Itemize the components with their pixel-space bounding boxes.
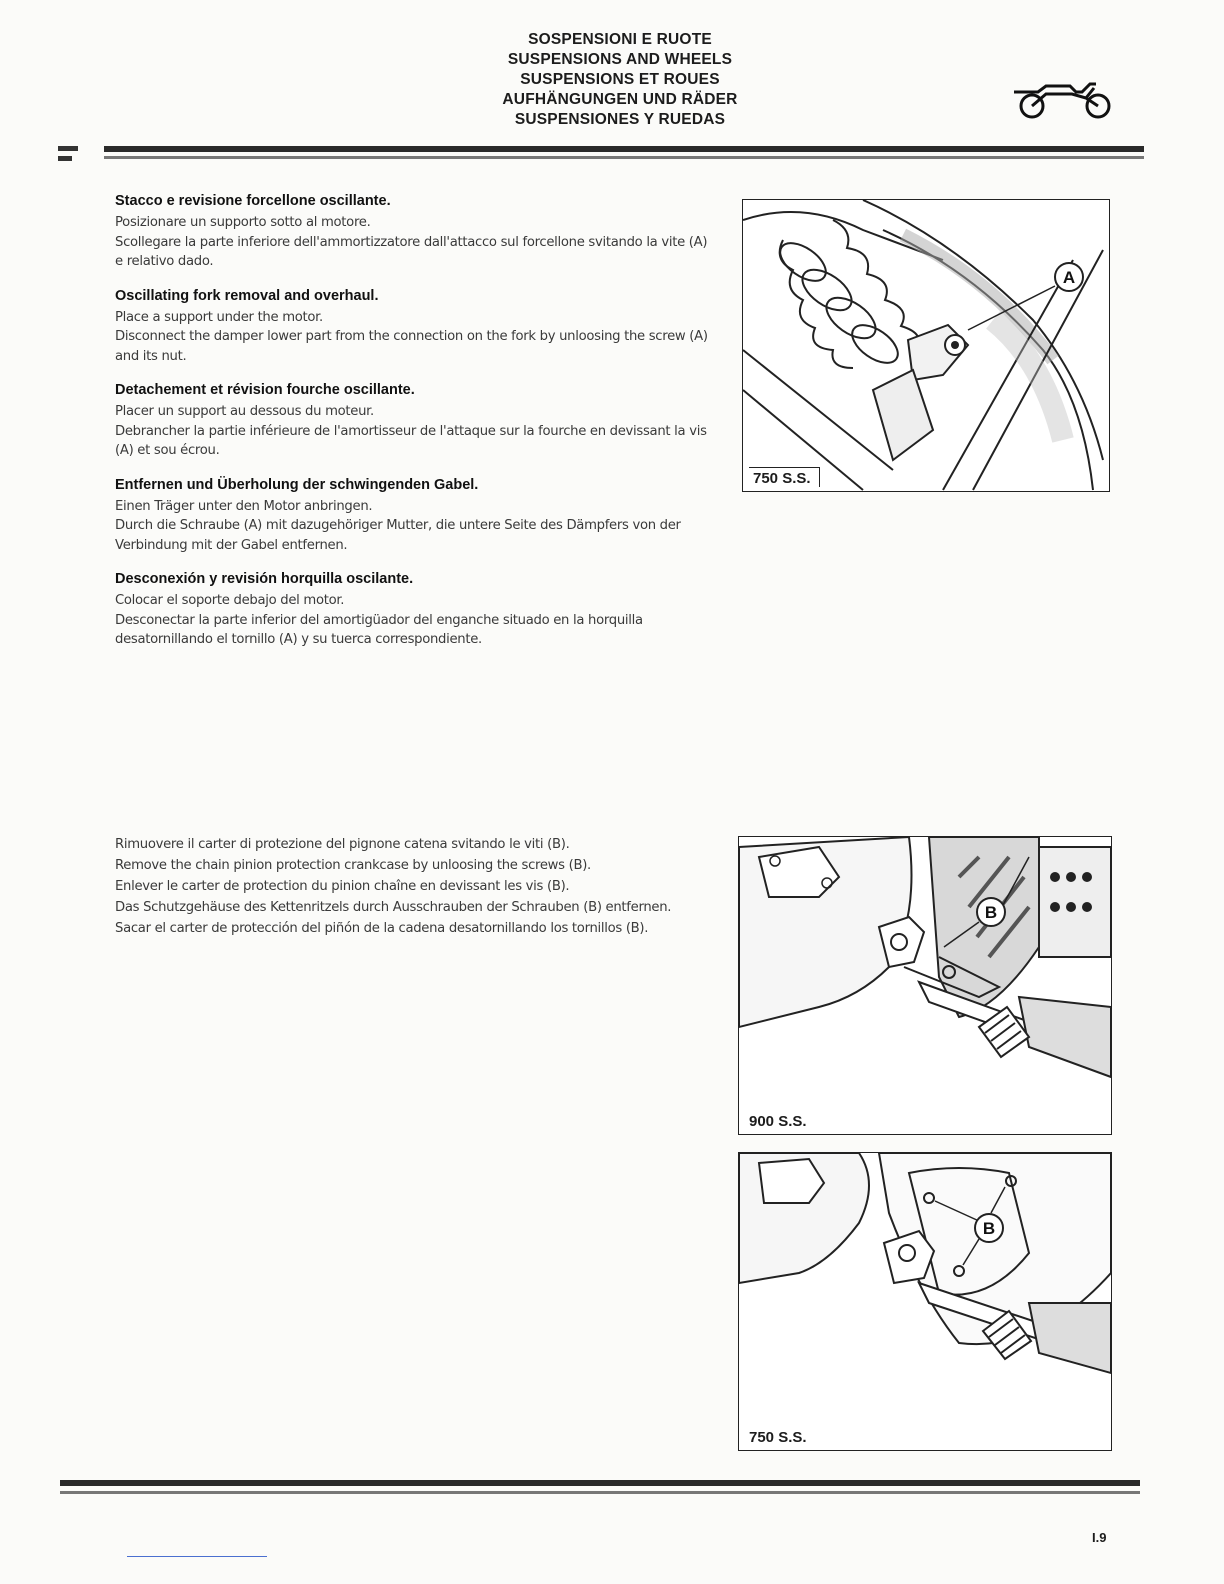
callout-label: A [1062,268,1076,287]
section-header [420,30,820,130]
instruction-block-it [115,192,715,272]
header-title-en: SUSPENSIONS AND WHEELS [507,51,733,68]
figure-pinion-cover-750ss [738,1152,1112,1451]
instruction-line: Scollegare la parte inferiore dell'ammortizzatore dall'attacco sul forcellone svitando la vite (A) e relativo dado. [115,234,708,269]
instruction-line: Durch die Schraube (A) mit dazugehöriger Mutter, die untere Seite des Dämpfers von der Verbindung mit der Gabel entfernen. [115,518,681,553]
header-title-fr: SUSPENSIONS ET ROUES [520,71,720,88]
instruction-block-fr [115,381,715,461]
instruction-line: Posizionare un supporto sotto al motore. [115,215,371,230]
callout-label: B [982,1219,996,1238]
instruction-line: Disconnect the damper lower part from the connection on the fork by unloosing the screw (A) and its nut. [115,329,708,364]
figure-caption: 750 S.S. [749,467,820,487]
margin-mark [58,156,72,161]
pinion-cover-illustration [739,1153,1111,1450]
instruction-line: Place a support under the motor. [115,309,323,325]
instruction-block-de [115,476,715,556]
instruction-line: Einen Träger unter den Motor anbringen. [115,498,373,514]
top-rule [104,146,1144,152]
figure-pinion-cover-900ss [738,836,1112,1135]
motorcycle-icon [1012,76,1116,122]
instruction-title: Entfernen und Überholung der schwingenden Gabel. [115,476,479,493]
pinion-cover-illustration [739,837,1111,1134]
instruction-line: Desconectar la parte inferior del amortigüador del enganche situado en la horquilla desatornillando el tornillo (A) y su tuerca correspondiente. [115,612,643,647]
instruction-line-fr: Enlever le carter de protection du pinion chaîne en devissant les vis (B). [115,879,570,894]
instruction-line: Debrancher la partie inférieure de l'amortisseur de l'attaque sur la fourche en devissant la vis (A) et sou écrou. [115,423,707,458]
instruction-line-en: Remove the chain pinion protection crankcase by unloosing the screws (B). [115,858,591,873]
shock-absorber-illustration [743,200,1109,491]
page-number: I.9 [1092,1530,1107,1545]
fork-removal-instructions [115,192,715,665]
instruction-block-es [115,570,715,650]
footer-underline [127,1556,267,1557]
header-title-it: SOSPENSIONI E RUOTE [528,31,712,48]
figure-shock-absorber-750ss [742,199,1110,492]
chain-pinion-instructions [115,834,715,939]
instruction-line: Placer un support au dessous du moteur. [115,404,374,419]
instruction-title: Oscillating fork removal and overhaul. [115,287,379,304]
margin-mark [58,146,78,151]
instruction-title: Stacco e revisione forcellone oscillante. [115,193,391,209]
instruction-block-en [115,287,715,367]
instruction-title: Desconexión y revisión horquilla oscilante. [115,571,414,587]
header-title-de: AUFHÄNGUNGEN UND RÄDER [502,91,738,108]
instruction-line-de: Das Schutzgehäuse des Kettenritzels durch Ausschrauben der Schrauben (B) entfernen. [115,900,672,915]
header-title-es: SUSPENSIONES Y RUEDAS [514,111,726,128]
figure-caption: 750 S.S. [745,1427,815,1446]
bottom-rule [60,1480,1140,1486]
figure-caption: 900 S.S. [745,1111,815,1130]
bottom-rule-thin [60,1491,1140,1494]
top-rule-thin [104,156,1144,159]
instruction-line-it: Rimuovere il carter di protezione del pignone catena svitando le viti (B). [115,837,570,852]
instruction-title: Detachement et révision fourche oscillante. [115,382,415,398]
callout-label: B [984,903,998,922]
instruction-line: Colocar el soporte debajo del motor. [115,593,345,608]
instruction-line-es: Sacar el carter de protección del piñón de la cadena desatornillando los tornillos (B). [115,921,649,936]
